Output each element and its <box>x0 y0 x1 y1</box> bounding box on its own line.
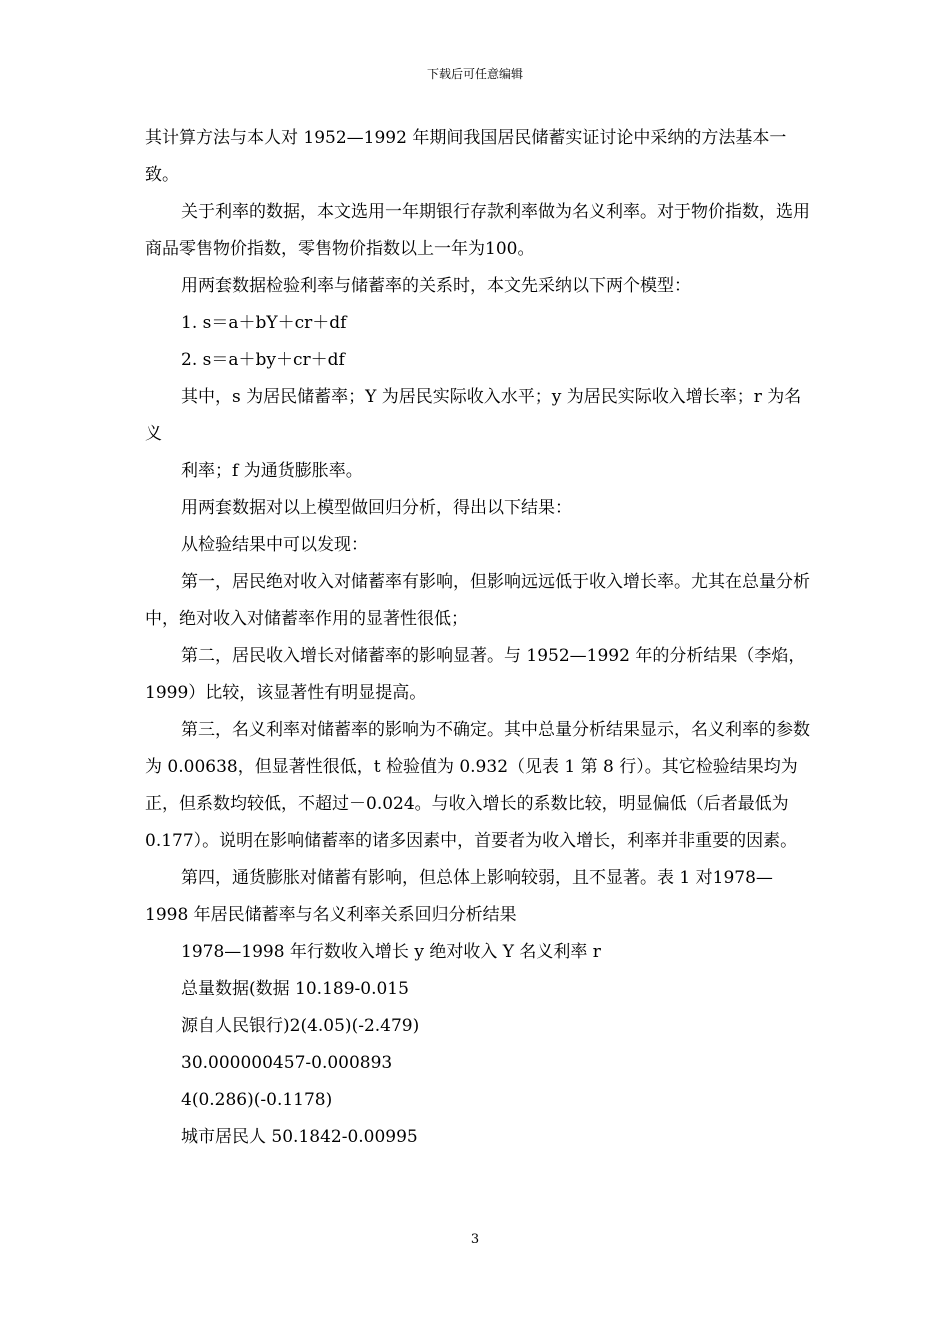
page-number: 3 <box>470 1232 480 1247</box>
table-line: 4(0.286)(-0.1178) <box>181 1090 333 1110</box>
paragraph: 利率；f 为通货膨胀率。 <box>181 461 363 481</box>
document-body <box>145 120 815 1156</box>
paragraph: 从检验结果中可以发现： <box>181 535 368 555</box>
paragraph: 第一，居民绝对收入对储蓄率有影响，但影响远远低于收入增长率。尤其在总量分析中，绝对收入对储蓄率作用的显著性很低； <box>145 572 810 629</box>
paragraph: 其中，s 为居民储蓄率；Y 为居民实际收入水平；y 为居民实际收入增长率；r 为名义 <box>145 387 802 444</box>
paragraph: 第二，居民收入增长对储蓄率的影响显著。与 1952—1992 年的分析结果（李焰，1999）比较，该显著性有明显提高。 <box>145 646 806 703</box>
table-line: 1978—1998 年行数收入增长 y 绝对收入 Y 名义利率 r <box>181 942 601 962</box>
paragraph: 第四，通货膨胀对储蓄有影响，但总体上影响较弱，且不显著。表 1 对1978—1998 年居民储蓄率与名义利率关系回归分析结果 <box>145 868 773 925</box>
table-line: 30.000000457-0.000893 <box>181 1053 393 1073</box>
page-header: 下载后可任意编辑 <box>426 67 523 81</box>
paragraph: 关于利率的数据，本文选用一年期银行存款利率做为名义利率。对于物价指数，选用商品零售物价指数，零售物价指数以上一年为100。 <box>145 202 810 259</box>
paragraph: 其计算方法与本人对 1952—1992 年期间我国居民储蓄实证讨论中采纳的方法基本一致。 <box>145 128 787 185</box>
paragraph: 第三，名义利率对储蓄率的影响为不确定。其中总量分析结果显示，名义利率的参数为 0.00638，但显著性很低，t 检验值为 0.932（见表 1 第 8 行）。其它检验结果均为正，但系数均较低，不超过－0.024。与收入增长的系数比较，明显偏低（后者最低为 0.177）。说明在影响储蓄率的诸多因素中，首要者为收入增长，利率并非重要的因素。 <box>145 720 810 851</box>
table-line: 源自人民银行)2(4.05)(-2.479) <box>181 1016 420 1036</box>
paragraph: 用两套数据对以上模型做回归分析，得出以下结果： <box>181 498 572 518</box>
model-formula-2: 2. s＝a＋by＋cr＋df <box>181 350 345 370</box>
model-formula-1: 1. s＝a＋bY＋cr＋df <box>181 313 347 333</box>
table-line: 总量数据(数据 10.189-0.015 <box>181 979 409 999</box>
table-line: 城市居民人 50.1842-0.00995 <box>181 1127 418 1147</box>
paragraph: 用两套数据检验利率与储蓄率的关系时，本文先采纳以下两个模型： <box>181 276 691 296</box>
